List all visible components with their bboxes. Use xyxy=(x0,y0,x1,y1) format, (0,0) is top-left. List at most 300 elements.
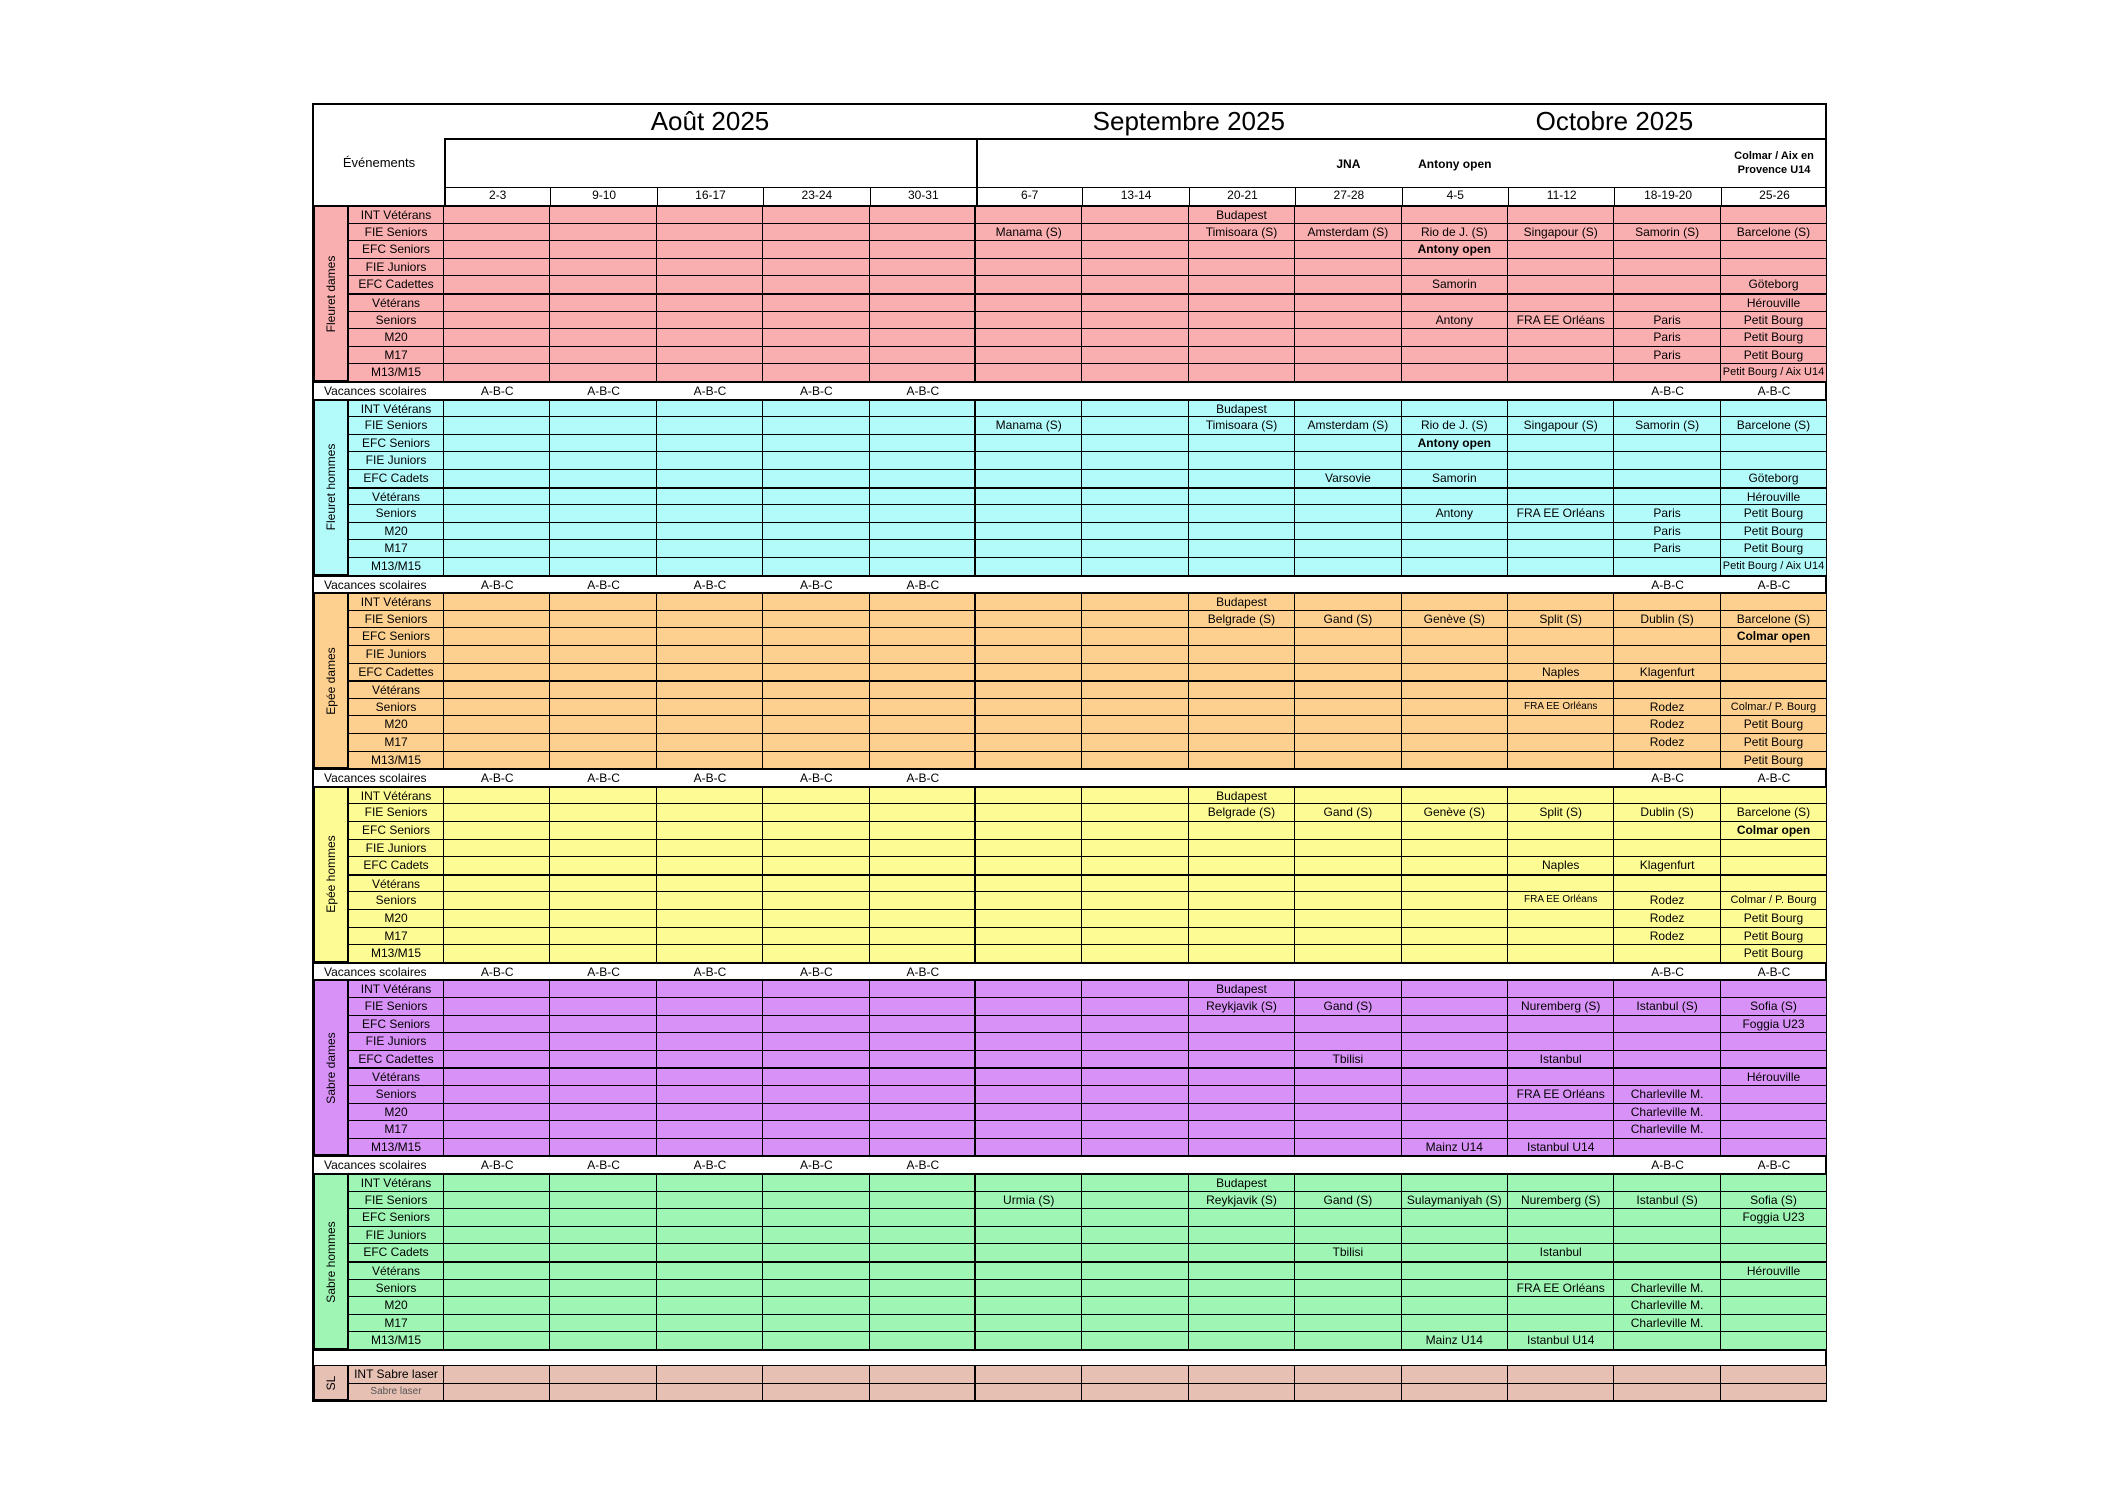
calendar-cell[interactable]: Gand (S) xyxy=(1295,803,1401,821)
calendar-cell[interactable] xyxy=(550,645,656,663)
calendar-cell[interactable] xyxy=(1082,821,1188,839)
calendar-cell[interactable] xyxy=(1295,909,1401,927)
calendar-cell[interactable] xyxy=(1189,751,1295,769)
calendar-cell[interactable]: Rio de J. (S) xyxy=(1402,223,1508,241)
calendar-cell[interactable]: Mainz U14 xyxy=(1402,1331,1508,1349)
calendar-cell[interactable] xyxy=(1295,751,1401,769)
calendar-cell[interactable] xyxy=(1402,1383,1508,1401)
calendar-cell[interactable] xyxy=(763,1226,869,1244)
calendar-cell[interactable]: Petit Bourg / Aix U14 xyxy=(1721,557,1827,575)
calendar-cell[interactable] xyxy=(444,557,550,575)
calendar-cell[interactable]: Istanbul xyxy=(1508,1243,1614,1261)
calendar-cell[interactable] xyxy=(657,891,763,909)
calendar-cell[interactable] xyxy=(1189,1365,1295,1383)
calendar-cell[interactable] xyxy=(657,1261,763,1279)
calendar-cell[interactable] xyxy=(1082,1208,1188,1226)
calendar-cell[interactable] xyxy=(657,751,763,769)
calendar-cell[interactable] xyxy=(763,1365,869,1383)
calendar-cell[interactable] xyxy=(550,205,656,223)
calendar-cell[interactable] xyxy=(444,927,550,945)
calendar-cell[interactable] xyxy=(1508,451,1614,469)
calendar-cell[interactable] xyxy=(976,1032,1082,1050)
calendar-cell[interactable]: Barcelone (S) xyxy=(1721,610,1827,628)
calendar-cell[interactable] xyxy=(657,311,763,329)
calendar-cell[interactable]: Paris xyxy=(1614,328,1720,346)
calendar-cell[interactable] xyxy=(763,1085,869,1103)
calendar-cell[interactable] xyxy=(550,698,656,716)
calendar-cell[interactable]: Rodez xyxy=(1614,715,1720,733)
calendar-cell[interactable] xyxy=(1402,346,1508,364)
calendar-cell[interactable] xyxy=(976,839,1082,857)
calendar-cell[interactable] xyxy=(976,1103,1082,1121)
calendar-cell[interactable] xyxy=(1614,751,1720,769)
calendar-cell[interactable] xyxy=(1721,1226,1827,1244)
calendar-cell[interactable]: Foggia U23 xyxy=(1721,1208,1827,1226)
calendar-cell[interactable] xyxy=(1295,839,1401,857)
calendar-cell[interactable]: Petit Bourg xyxy=(1721,927,1827,945)
calendar-cell[interactable] xyxy=(763,733,869,751)
calendar-cell[interactable] xyxy=(1402,1050,1508,1068)
calendar-cell[interactable]: Rodez xyxy=(1614,733,1720,751)
calendar-cell[interactable] xyxy=(870,346,976,364)
calendar-cell[interactable] xyxy=(1508,927,1614,945)
calendar-cell[interactable] xyxy=(763,592,869,610)
calendar-cell[interactable] xyxy=(1508,1383,1614,1401)
calendar-cell[interactable] xyxy=(550,1314,656,1332)
calendar-cell[interactable] xyxy=(444,504,550,522)
calendar-cell[interactable] xyxy=(550,997,656,1015)
calendar-cell[interactable] xyxy=(444,680,550,698)
calendar-cell[interactable] xyxy=(1508,399,1614,417)
calendar-cell[interactable] xyxy=(763,1243,869,1261)
calendar-cell[interactable] xyxy=(550,487,656,505)
calendar-cell[interactable] xyxy=(1508,1067,1614,1085)
calendar-cell[interactable] xyxy=(444,610,550,628)
calendar-cell[interactable] xyxy=(870,610,976,628)
calendar-cell[interactable] xyxy=(1295,539,1401,557)
calendar-cell[interactable] xyxy=(1189,311,1295,329)
calendar-cell[interactable] xyxy=(870,293,976,311)
calendar-cell[interactable] xyxy=(1082,539,1188,557)
calendar-cell[interactable] xyxy=(1295,944,1401,962)
calendar-cell[interactable] xyxy=(1402,1261,1508,1279)
calendar-cell[interactable] xyxy=(1082,504,1188,522)
calendar-cell[interactable] xyxy=(763,416,869,434)
calendar-cell[interactable] xyxy=(444,487,550,505)
calendar-cell[interactable] xyxy=(1402,1067,1508,1085)
calendar-cell[interactable] xyxy=(763,856,869,874)
calendar-cell[interactable] xyxy=(1508,434,1614,452)
calendar-cell[interactable] xyxy=(870,1331,976,1349)
calendar-cell[interactable]: Tbilisi xyxy=(1295,1050,1401,1068)
calendar-cell[interactable] xyxy=(550,610,656,628)
calendar-cell[interactable] xyxy=(657,698,763,716)
calendar-cell[interactable] xyxy=(1295,522,1401,540)
calendar-cell[interactable] xyxy=(1614,363,1720,381)
calendar-cell[interactable] xyxy=(1189,1120,1295,1138)
calendar-cell[interactable] xyxy=(1295,399,1401,417)
calendar-cell[interactable] xyxy=(657,627,763,645)
calendar-cell[interactable] xyxy=(1508,944,1614,962)
calendar-cell[interactable] xyxy=(550,1173,656,1191)
calendar-cell[interactable] xyxy=(1189,1383,1295,1401)
calendar-cell[interactable] xyxy=(976,680,1082,698)
calendar-cell[interactable] xyxy=(1402,522,1508,540)
calendar-cell[interactable] xyxy=(550,733,656,751)
calendar-cell[interactable] xyxy=(1402,856,1508,874)
calendar-cell[interactable] xyxy=(1721,874,1827,892)
calendar-cell[interactable] xyxy=(1082,1138,1188,1156)
calendar-cell[interactable] xyxy=(657,293,763,311)
calendar-cell[interactable]: Singapour (S) xyxy=(1508,416,1614,434)
calendar-cell[interactable] xyxy=(444,786,550,804)
calendar-cell[interactable]: Charleville M. xyxy=(1614,1120,1720,1138)
calendar-cell[interactable] xyxy=(1189,1085,1295,1103)
calendar-cell[interactable]: Paris xyxy=(1614,346,1720,364)
calendar-cell[interactable] xyxy=(1189,645,1295,663)
calendar-cell[interactable] xyxy=(1082,944,1188,962)
calendar-cell[interactable] xyxy=(976,733,1082,751)
calendar-cell[interactable] xyxy=(657,1365,763,1383)
calendar-cell[interactable] xyxy=(1295,451,1401,469)
calendar-cell[interactable] xyxy=(1508,557,1614,575)
calendar-cell[interactable] xyxy=(763,223,869,241)
calendar-cell[interactable] xyxy=(976,856,1082,874)
calendar-cell[interactable] xyxy=(1189,1331,1295,1349)
calendar-cell[interactable] xyxy=(1295,1085,1401,1103)
calendar-cell[interactable] xyxy=(657,416,763,434)
calendar-cell[interactable] xyxy=(870,1173,976,1191)
calendar-cell[interactable] xyxy=(1295,205,1401,223)
calendar-cell[interactable] xyxy=(1402,363,1508,381)
calendar-cell[interactable] xyxy=(1082,715,1188,733)
calendar-cell[interactable] xyxy=(1189,1050,1295,1068)
calendar-cell[interactable]: Budapest xyxy=(1189,399,1295,417)
calendar-cell[interactable] xyxy=(1508,1032,1614,1050)
calendar-cell[interactable] xyxy=(1082,1067,1188,1085)
calendar-cell[interactable] xyxy=(1082,240,1188,258)
calendar-cell[interactable] xyxy=(1082,1331,1188,1349)
calendar-cell[interactable] xyxy=(444,997,550,1015)
calendar-cell[interactable] xyxy=(444,1050,550,1068)
calendar-cell[interactable] xyxy=(657,715,763,733)
calendar-cell[interactable] xyxy=(657,803,763,821)
calendar-cell[interactable] xyxy=(1721,839,1827,857)
calendar-cell[interactable]: Paris xyxy=(1614,539,1720,557)
calendar-cell[interactable] xyxy=(870,275,976,293)
calendar-cell[interactable] xyxy=(1295,1331,1401,1349)
calendar-cell[interactable] xyxy=(976,645,1082,663)
calendar-cell[interactable] xyxy=(550,663,656,681)
calendar-cell[interactable] xyxy=(657,979,763,997)
calendar-cell[interactable] xyxy=(444,539,550,557)
calendar-cell[interactable] xyxy=(444,627,550,645)
calendar-cell[interactable] xyxy=(976,1067,1082,1085)
calendar-cell[interactable] xyxy=(1295,1365,1401,1383)
calendar-cell[interactable] xyxy=(1721,1120,1827,1138)
calendar-cell[interactable] xyxy=(1082,680,1188,698)
calendar-cell[interactable] xyxy=(976,1261,1082,1279)
calendar-cell[interactable]: Budapest xyxy=(1189,786,1295,804)
calendar-cell[interactable]: Reykjavik (S) xyxy=(1189,1191,1295,1209)
calendar-cell[interactable] xyxy=(1295,1015,1401,1033)
calendar-cell[interactable] xyxy=(657,1050,763,1068)
calendar-cell[interactable] xyxy=(1295,1032,1401,1050)
calendar-cell[interactable] xyxy=(870,1103,976,1121)
calendar-cell[interactable] xyxy=(1402,451,1508,469)
calendar-cell[interactable] xyxy=(870,522,976,540)
calendar-cell[interactable] xyxy=(444,434,550,452)
calendar-cell[interactable] xyxy=(1082,698,1188,716)
calendar-cell[interactable] xyxy=(1614,293,1720,311)
calendar-cell[interactable] xyxy=(550,803,656,821)
calendar-cell[interactable] xyxy=(1508,1173,1614,1191)
calendar-cell[interactable] xyxy=(870,1314,976,1332)
calendar-cell[interactable] xyxy=(444,891,550,909)
calendar-cell[interactable] xyxy=(1721,663,1827,681)
calendar-cell[interactable] xyxy=(550,1208,656,1226)
calendar-cell[interactable] xyxy=(444,715,550,733)
calendar-cell[interactable] xyxy=(1508,1226,1614,1244)
calendar-cell[interactable] xyxy=(1402,891,1508,909)
calendar-cell[interactable] xyxy=(657,223,763,241)
calendar-cell[interactable] xyxy=(763,275,869,293)
calendar-cell[interactable] xyxy=(1082,434,1188,452)
calendar-cell[interactable] xyxy=(1721,979,1827,997)
calendar-cell[interactable]: Sofia (S) xyxy=(1721,997,1827,1015)
calendar-cell[interactable] xyxy=(1082,328,1188,346)
calendar-cell[interactable] xyxy=(657,1226,763,1244)
calendar-cell[interactable] xyxy=(550,1331,656,1349)
calendar-cell[interactable] xyxy=(976,1015,1082,1033)
calendar-cell[interactable] xyxy=(1614,1015,1720,1033)
calendar-cell[interactable] xyxy=(1402,205,1508,223)
calendar-cell[interactable] xyxy=(1295,786,1401,804)
calendar-cell[interactable] xyxy=(763,1050,869,1068)
calendar-cell[interactable] xyxy=(657,997,763,1015)
calendar-cell[interactable] xyxy=(1402,1103,1508,1121)
calendar-cell[interactable] xyxy=(444,698,550,716)
calendar-cell[interactable]: Klagenfurt xyxy=(1614,663,1720,681)
calendar-cell[interactable]: Petit Bourg xyxy=(1721,522,1827,540)
calendar-cell[interactable] xyxy=(763,258,869,276)
calendar-cell[interactable] xyxy=(763,487,869,505)
calendar-cell[interactable] xyxy=(976,1226,1082,1244)
calendar-cell[interactable] xyxy=(550,715,656,733)
calendar-cell[interactable] xyxy=(1402,1279,1508,1297)
calendar-cell[interactable] xyxy=(870,1383,976,1401)
calendar-cell[interactable]: Petit Bourg xyxy=(1721,539,1827,557)
calendar-cell[interactable] xyxy=(550,1365,656,1383)
calendar-cell[interactable] xyxy=(976,557,1082,575)
calendar-cell[interactable] xyxy=(870,1032,976,1050)
calendar-cell[interactable] xyxy=(657,1314,763,1332)
calendar-cell[interactable] xyxy=(1189,1138,1295,1156)
calendar-cell[interactable] xyxy=(763,751,869,769)
calendar-cell[interactable] xyxy=(1189,1279,1295,1297)
calendar-cell[interactable] xyxy=(763,715,869,733)
calendar-cell[interactable] xyxy=(444,856,550,874)
calendar-cell[interactable] xyxy=(1295,592,1401,610)
calendar-cell[interactable] xyxy=(870,451,976,469)
calendar-cell[interactable] xyxy=(444,451,550,469)
calendar-cell[interactable]: Rodez xyxy=(1614,891,1720,909)
calendar-cell[interactable] xyxy=(1082,803,1188,821)
calendar-cell[interactable] xyxy=(550,293,656,311)
calendar-cell[interactable] xyxy=(1614,1261,1720,1279)
calendar-cell[interactable] xyxy=(444,399,550,417)
calendar-cell[interactable] xyxy=(1189,856,1295,874)
calendar-cell[interactable] xyxy=(1295,363,1401,381)
calendar-cell[interactable] xyxy=(976,1279,1082,1297)
calendar-cell[interactable] xyxy=(1508,522,1614,540)
calendar-cell[interactable] xyxy=(1614,240,1720,258)
calendar-cell[interactable] xyxy=(1721,1103,1827,1121)
calendar-cell[interactable] xyxy=(976,627,1082,645)
calendar-cell[interactable] xyxy=(1189,839,1295,857)
calendar-cell[interactable] xyxy=(1614,680,1720,698)
calendar-cell[interactable] xyxy=(763,891,869,909)
calendar-cell[interactable] xyxy=(1082,592,1188,610)
calendar-cell[interactable] xyxy=(1614,786,1720,804)
calendar-cell[interactable] xyxy=(870,627,976,645)
calendar-cell[interactable] xyxy=(1402,1015,1508,1033)
calendar-cell[interactable] xyxy=(1721,451,1827,469)
calendar-cell[interactable] xyxy=(657,874,763,892)
calendar-cell[interactable] xyxy=(550,1015,656,1033)
calendar-cell[interactable] xyxy=(870,205,976,223)
calendar-cell[interactable] xyxy=(550,1120,656,1138)
calendar-cell[interactable] xyxy=(1614,645,1720,663)
calendar-cell[interactable]: Nuremberg (S) xyxy=(1508,1191,1614,1209)
calendar-cell[interactable] xyxy=(1402,751,1508,769)
calendar-cell[interactable] xyxy=(1614,557,1720,575)
calendar-cell[interactable] xyxy=(657,944,763,962)
calendar-cell[interactable] xyxy=(444,1243,550,1261)
calendar-cell[interactable] xyxy=(1295,240,1401,258)
calendar-cell[interactable] xyxy=(657,1015,763,1033)
calendar-cell[interactable] xyxy=(1295,979,1401,997)
calendar-cell[interactable] xyxy=(763,698,869,716)
calendar-cell[interactable] xyxy=(657,434,763,452)
calendar-cell[interactable] xyxy=(1295,258,1401,276)
calendar-cell[interactable] xyxy=(1189,927,1295,945)
calendar-cell[interactable] xyxy=(763,909,869,927)
calendar-cell[interactable] xyxy=(976,1314,1082,1332)
calendar-cell[interactable] xyxy=(1189,1067,1295,1085)
calendar-cell[interactable] xyxy=(550,1067,656,1085)
calendar-cell[interactable] xyxy=(870,680,976,698)
calendar-cell[interactable] xyxy=(763,645,869,663)
calendar-cell[interactable] xyxy=(763,328,869,346)
calendar-cell[interactable] xyxy=(550,1243,656,1261)
calendar-cell[interactable] xyxy=(763,1208,869,1226)
calendar-cell[interactable] xyxy=(657,1120,763,1138)
calendar-cell[interactable] xyxy=(1082,927,1188,945)
calendar-cell[interactable] xyxy=(1721,1314,1827,1332)
calendar-cell[interactable]: Colmar open xyxy=(1721,821,1827,839)
calendar-cell[interactable] xyxy=(870,1226,976,1244)
calendar-cell[interactable]: Petit Bourg xyxy=(1721,328,1827,346)
calendar-cell[interactable] xyxy=(1082,751,1188,769)
calendar-cell[interactable] xyxy=(870,1120,976,1138)
calendar-cell[interactable] xyxy=(1295,1208,1401,1226)
calendar-cell[interactable] xyxy=(763,1314,869,1332)
calendar-cell[interactable] xyxy=(1402,839,1508,857)
calendar-cell[interactable] xyxy=(1508,839,1614,857)
calendar-cell[interactable] xyxy=(1295,1138,1401,1156)
calendar-cell[interactable] xyxy=(550,434,656,452)
calendar-cell[interactable] xyxy=(1402,1208,1508,1226)
calendar-cell[interactable] xyxy=(1402,539,1508,557)
calendar-cell[interactable]: FRA EE Orléans xyxy=(1508,698,1614,716)
calendar-cell[interactable] xyxy=(1189,715,1295,733)
calendar-cell[interactable] xyxy=(870,698,976,716)
calendar-cell[interactable] xyxy=(1614,1173,1720,1191)
calendar-cell[interactable] xyxy=(763,557,869,575)
calendar-cell[interactable] xyxy=(870,1015,976,1033)
calendar-cell[interactable] xyxy=(1295,275,1401,293)
calendar-cell[interactable]: Naples xyxy=(1508,663,1614,681)
calendar-cell[interactable] xyxy=(1402,715,1508,733)
calendar-cell[interactable] xyxy=(657,1279,763,1297)
calendar-cell[interactable] xyxy=(1295,346,1401,364)
calendar-cell[interactable]: Hérouville xyxy=(1721,1067,1827,1085)
calendar-cell[interactable]: Genève (S) xyxy=(1402,610,1508,628)
calendar-cell[interactable]: Samorin xyxy=(1402,469,1508,487)
calendar-cell[interactable] xyxy=(550,258,656,276)
calendar-cell[interactable] xyxy=(444,293,550,311)
calendar-cell[interactable] xyxy=(763,311,869,329)
calendar-cell[interactable] xyxy=(1189,1015,1295,1033)
calendar-cell[interactable] xyxy=(763,1120,869,1138)
calendar-cell[interactable] xyxy=(1295,557,1401,575)
calendar-cell[interactable] xyxy=(657,680,763,698)
calendar-cell[interactable] xyxy=(976,821,1082,839)
calendar-cell[interactable] xyxy=(1614,1138,1720,1156)
calendar-cell[interactable] xyxy=(1508,346,1614,364)
calendar-cell[interactable] xyxy=(1721,680,1827,698)
calendar-cell[interactable] xyxy=(550,874,656,892)
calendar-cell[interactable] xyxy=(1614,1226,1720,1244)
calendar-cell[interactable] xyxy=(1082,997,1188,1015)
calendar-cell[interactable] xyxy=(976,786,1082,804)
calendar-cell[interactable] xyxy=(1082,223,1188,241)
calendar-cell[interactable]: Göteborg xyxy=(1721,469,1827,487)
calendar-cell[interactable] xyxy=(550,680,656,698)
calendar-cell[interactable] xyxy=(1508,1208,1614,1226)
calendar-cell[interactable]: Hérouville xyxy=(1721,487,1827,505)
calendar-cell[interactable] xyxy=(444,1226,550,1244)
calendar-cell[interactable] xyxy=(657,1085,763,1103)
calendar-cell[interactable] xyxy=(1721,645,1827,663)
calendar-cell[interactable] xyxy=(1295,487,1401,505)
calendar-cell[interactable] xyxy=(550,311,656,329)
calendar-cell[interactable] xyxy=(870,504,976,522)
calendar-cell[interactable] xyxy=(1402,927,1508,945)
calendar-cell[interactable] xyxy=(1082,610,1188,628)
calendar-cell[interactable] xyxy=(870,733,976,751)
calendar-cell[interactable] xyxy=(657,927,763,945)
calendar-cell[interactable] xyxy=(1402,627,1508,645)
calendar-cell[interactable] xyxy=(1082,1191,1188,1209)
calendar-cell[interactable] xyxy=(763,504,869,522)
calendar-cell[interactable] xyxy=(763,1331,869,1349)
calendar-cell[interactable] xyxy=(870,539,976,557)
calendar-cell[interactable] xyxy=(1189,874,1295,892)
calendar-cell[interactable] xyxy=(444,1067,550,1085)
calendar-cell[interactable] xyxy=(1402,786,1508,804)
